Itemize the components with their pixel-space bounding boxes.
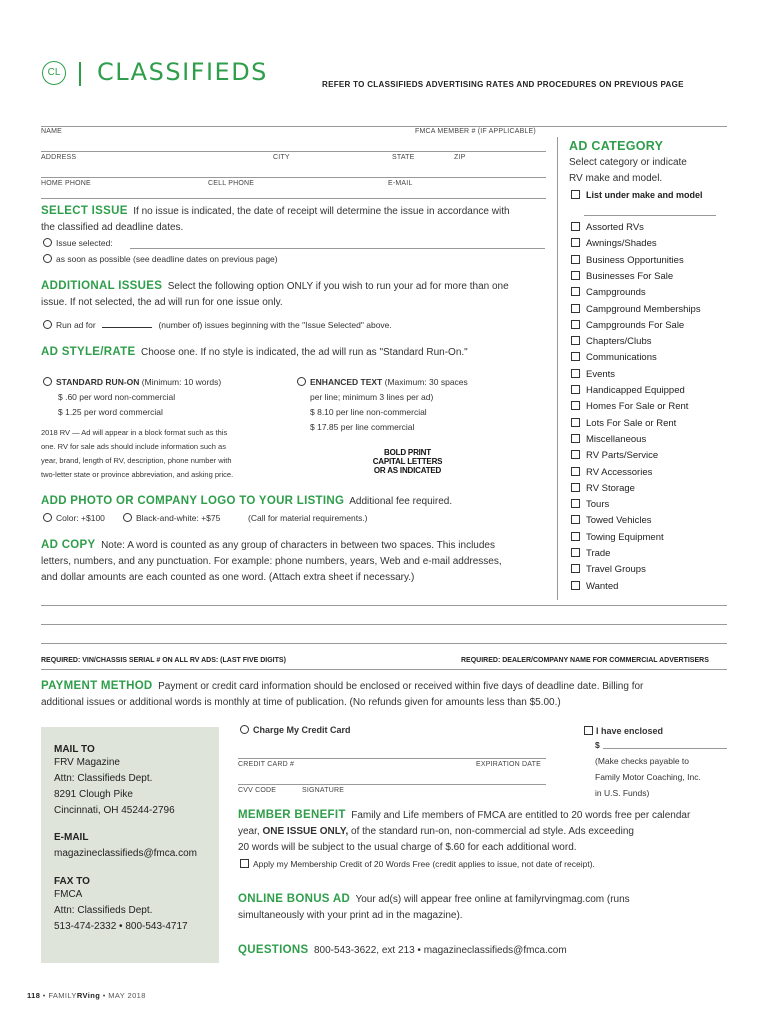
standard-runon-note: (Minimum: 10 words) xyxy=(141,377,222,387)
sample-line: year, brand, length of RV, description, phone number with xyxy=(41,456,232,465)
checks-note xyxy=(595,753,701,801)
checkbox-icon[interactable] xyxy=(571,434,580,443)
sample-line: two-letter state or province abbreviation, and asking price. xyxy=(41,470,234,479)
category-label: Trade xyxy=(586,548,611,559)
cvv-label: CVV CODE xyxy=(238,787,277,794)
photo-bw-option[interactable] xyxy=(123,513,220,523)
checkbox-icon[interactable] xyxy=(571,467,580,476)
brand-rving: RVing xyxy=(76,991,101,1000)
sample-line: BOLD PRINT xyxy=(384,448,431,457)
divider xyxy=(41,669,727,670)
additional-issues-text-2: issue. If not selected, the ad will run for one issue only. xyxy=(41,297,283,308)
checkbox-icon[interactable] xyxy=(571,352,580,361)
member-benefit-text-2a: year, xyxy=(238,826,263,837)
checkbox-icon[interactable] xyxy=(571,401,580,410)
photo-heading: ADD PHOTO OR COMPANY LOGO TO YOUR LISTING xyxy=(41,495,345,507)
category-label: RV Parts/Service xyxy=(586,450,659,462)
email-address: magazineclassifieds@fmca.com xyxy=(54,848,197,859)
checkbox-icon[interactable] xyxy=(571,450,580,459)
category-item[interactable] xyxy=(571,320,684,331)
member-benefit-text-2c: of the standard run-on, non-commercial ad style. Ads exceeding xyxy=(348,826,634,837)
ad-category-heading: AD CATEGORY xyxy=(569,139,664,153)
mail-line: 8291 Clough Pike xyxy=(54,789,133,800)
issue-date: MAY 2018 xyxy=(108,991,146,1000)
category-item[interactable] xyxy=(571,287,646,298)
enclosed-label: I have enclosed xyxy=(596,726,664,736)
checkbox-icon[interactable] xyxy=(571,385,580,394)
photo-call-note: (Call for material requirements.) xyxy=(248,513,368,523)
photo-fee: Additional fee required. xyxy=(349,496,453,507)
category-label: RV Storage xyxy=(586,482,635,494)
additional-issues-heading: ADDITIONAL ISSUES xyxy=(41,280,163,292)
category-label: Towed Vehicles xyxy=(586,515,652,527)
expiration-label: EXPIRATION DATE xyxy=(476,761,541,768)
questions-section xyxy=(238,942,567,959)
divider xyxy=(41,126,727,127)
enclosed-option[interactable] xyxy=(584,726,663,736)
signature-label: SIGNATURE xyxy=(302,787,345,794)
category-item[interactable] xyxy=(571,271,673,282)
sample-line: one. RV for sale ads should include information such as xyxy=(41,442,226,451)
name-field[interactable] xyxy=(41,151,546,152)
fax-line: 513-474-2332 • 800-543-4717 xyxy=(54,921,188,932)
ad-copy-text: Note: A word is counted as any group of characters in between two spaces. This includes xyxy=(101,540,495,551)
vin-required: REQUIRED: VIN/CHASSIS SERIAL # ON ALL RV ADS: (LAST FIVE DIGITS) xyxy=(41,657,286,664)
questions-heading: QUESTIONS xyxy=(238,944,309,956)
dollar-sign: $ xyxy=(595,740,600,750)
ad-copy-text-2: letters, numbers, and any punctuation. For example: phone numbers, years, Web and e-mail addresses, xyxy=(41,556,502,567)
category-item[interactable] xyxy=(571,222,644,233)
dealer-required: REQUIRED: DEALER/COMPANY NAME FOR COMMERCIAL ADVERTISERS xyxy=(461,657,709,664)
phone-field[interactable] xyxy=(41,198,546,199)
issue-selected-field[interactable] xyxy=(130,248,545,249)
charge-card-option[interactable] xyxy=(240,725,351,735)
apply-credit-option[interactable] xyxy=(240,859,595,869)
checkbox-icon[interactable] xyxy=(240,859,249,868)
member-label: FMCA MEMBER # (IF APPLICABLE) xyxy=(415,128,536,135)
radio-icon[interactable] xyxy=(43,254,52,263)
cell-phone-label: CELL PHONE xyxy=(208,180,255,187)
standard-runon-option[interactable] xyxy=(43,377,221,387)
category-item[interactable] xyxy=(571,369,615,380)
charge-card-label: Charge My Credit Card xyxy=(253,725,351,735)
category-label: Communications xyxy=(586,352,657,364)
member-benefit-text: Family and Life members of FMCA are entitled to 20 words free per calendar xyxy=(351,810,691,821)
make-model-field[interactable] xyxy=(584,215,716,216)
photo-color-option[interactable] xyxy=(43,513,105,523)
radio-icon[interactable] xyxy=(43,320,52,329)
ad-copy-line[interactable] xyxy=(41,624,727,625)
online-bonus-section xyxy=(238,891,738,924)
online-bonus-text-2: simultaneously with your print ad in the magazine). xyxy=(238,910,463,921)
asap-option[interactable] xyxy=(43,254,278,264)
enhanced-note-2: per line; minimum 3 lines per ad) xyxy=(310,392,434,402)
checkbox-icon[interactable] xyxy=(571,483,580,492)
ad-copy-section xyxy=(41,537,551,586)
member-benefit-heading: MEMBER BENEFIT xyxy=(238,809,346,821)
ad-style-text: Choose one. If no style is indicated, the ad will run as "Standard Run-On." xyxy=(140,347,468,358)
state-label: STATE xyxy=(392,154,415,161)
issue-count-field[interactable] xyxy=(102,327,152,328)
member-benefit-text-3: 20 words will be subject to the usual charge of $.60 for each additional word. xyxy=(238,842,577,853)
category-item[interactable] xyxy=(571,336,651,347)
select-issue-text-2: the classified ad deadline dates. xyxy=(41,222,184,233)
category-item[interactable] xyxy=(571,548,610,559)
run-ad-option[interactable] xyxy=(43,320,392,330)
category-label: Campgrounds xyxy=(586,287,646,299)
checkbox-icon[interactable] xyxy=(571,238,580,247)
checkbox-icon[interactable] xyxy=(571,548,580,557)
standard-sample xyxy=(41,426,271,482)
run-ad-suffix: (number of) issues beginning with the "Issue Selected" above. xyxy=(158,320,392,330)
city-label: CITY xyxy=(273,154,290,161)
category-label: Chapters/Clubs xyxy=(586,336,652,348)
payment-section xyxy=(41,678,741,711)
page-footer: 118 • FAMILYRVing • MAY 2018 xyxy=(27,991,146,1000)
enhanced-text-option[interactable] xyxy=(297,377,468,387)
mail-line: FRV Magazine xyxy=(54,757,120,768)
category-label: Awnings/Shades xyxy=(586,238,657,250)
category-label: Campground Memberships xyxy=(586,303,701,315)
member-benefit-section xyxy=(238,807,738,856)
category-divider xyxy=(557,137,558,600)
credit-card-field[interactable] xyxy=(238,758,546,759)
category-item[interactable] xyxy=(571,418,676,429)
category-make-model[interactable] xyxy=(571,190,703,200)
checkbox-icon[interactable] xyxy=(571,369,580,378)
photo-section xyxy=(41,493,452,510)
address-label: ADDRESS xyxy=(41,154,77,161)
sample-line: CAPITAL LETTERS xyxy=(372,457,443,466)
ad-copy-line[interactable] xyxy=(41,643,727,644)
category-item[interactable] xyxy=(571,532,664,543)
ad-copy-text-3: and dollar amounts are each counted as one word. (Attach extra sheet if necessary.) xyxy=(41,572,415,583)
category-label: Towing Equipment xyxy=(586,531,664,543)
standard-rate-2: $ 1.25 per word commercial xyxy=(58,407,163,417)
checkbox-icon[interactable] xyxy=(571,515,580,524)
logo-badge: CL xyxy=(42,61,66,85)
checkbox-icon[interactable] xyxy=(571,564,580,573)
select-issue-text: If no issue is indicated, the date of receipt will determine the issue in accordance with xyxy=(133,206,510,217)
checks-note-2: Family Motor Coaching, Inc. xyxy=(595,772,701,782)
enhanced-rate-2: $ 17.85 per line commercial xyxy=(310,422,415,432)
enhanced-sample xyxy=(340,448,475,475)
sample-line: OR AS INDICATED xyxy=(373,466,442,475)
ad-style-heading: AD STYLE/RATE xyxy=(41,346,136,358)
category-item[interactable] xyxy=(571,581,618,592)
additional-issues-text: Select the following option ONLY if you wish to run your ad for more than one xyxy=(167,281,509,292)
category-label: Lots For Sale or Rent xyxy=(586,417,677,429)
mail-line: Cincinnati, OH 45244-2796 xyxy=(54,805,175,816)
category-item[interactable] xyxy=(571,515,651,526)
checkbox-icon[interactable] xyxy=(571,336,580,345)
category-label: Assorted RVs xyxy=(586,222,644,233)
checkbox-icon[interactable] xyxy=(571,271,580,280)
cvv-signature-field[interactable] xyxy=(238,784,546,785)
email-heading: E-MAIL xyxy=(54,832,89,843)
checkbox-icon[interactable] xyxy=(571,418,580,427)
checkbox-icon[interactable] xyxy=(571,287,580,296)
sample-line: 2018 RV — Ad will appear in a block format such as this xyxy=(41,428,228,437)
ad-category-text-1: Select category or indicate xyxy=(569,157,687,168)
checks-note-3: in U.S. Funds) xyxy=(595,788,650,798)
enhanced-text-label: ENHANCED TEXT xyxy=(310,377,383,387)
category-label: RV Accessories xyxy=(586,466,653,478)
asap-label: as soon as possible (see deadline dates on previous page) xyxy=(56,254,278,264)
checkbox-icon[interactable] xyxy=(571,255,580,264)
ad-style-section xyxy=(41,344,468,361)
radio-icon[interactable] xyxy=(43,377,52,386)
category-label: Miscellaneous xyxy=(586,433,647,445)
category-item[interactable] xyxy=(571,467,652,478)
mail-heading: MAIL TO xyxy=(54,744,95,755)
category-item[interactable] xyxy=(571,450,658,461)
additional-issues-section xyxy=(41,278,546,311)
checks-note-1: (Make checks payable to xyxy=(595,756,690,766)
checkbox-icon[interactable] xyxy=(571,190,580,199)
page-title: CLASSIFIEDS xyxy=(97,58,268,86)
category-label: Travel Groups xyxy=(586,564,646,576)
title-divider xyxy=(79,62,81,86)
enhanced-rate-1: $ 8.10 per line non-commercial xyxy=(310,407,427,417)
credit-card-label: CREDIT CARD # xyxy=(238,761,295,768)
category-label: Campgrounds For Sale xyxy=(586,319,685,331)
category-label: Businesses For Sale xyxy=(586,270,674,282)
photo-bw-label: Black-and-white: +$75 xyxy=(136,513,221,523)
run-ad-label: Run ad for xyxy=(56,320,96,330)
checkbox-icon[interactable] xyxy=(584,726,593,735)
category-label: Homes For Sale or Rent xyxy=(586,401,689,413)
zip-label: ZIP xyxy=(454,154,466,161)
radio-icon[interactable] xyxy=(123,513,132,522)
category-label: Tours xyxy=(586,499,610,511)
category-item[interactable] xyxy=(571,564,646,575)
page-number: 118 xyxy=(27,991,41,1000)
fax-heading: FAX TO xyxy=(54,876,90,887)
apply-credit-label: Apply my Membership Credit of 20 Words Free (credit applies to issue, not date of receipt). xyxy=(253,859,595,869)
payment-heading: PAYMENT METHOD xyxy=(41,680,153,692)
online-bonus-text: Your ad(s) will appear free online at familyrvingmag.com (runs xyxy=(355,894,630,905)
category-label: Wanted xyxy=(586,580,619,592)
home-phone-label: HOME PHONE xyxy=(41,180,91,187)
category-item[interactable] xyxy=(571,238,657,249)
radio-icon[interactable] xyxy=(43,238,52,247)
select-issue-section xyxy=(41,203,541,236)
enhanced-note: (Maximum: 30 spaces xyxy=(384,377,468,387)
brand-family: FAMILY xyxy=(48,991,77,1000)
amount-field[interactable] xyxy=(603,748,727,749)
standard-runon-label: STANDARD RUN-ON xyxy=(56,377,140,387)
category-item[interactable] xyxy=(571,434,646,445)
radio-icon[interactable] xyxy=(297,377,306,386)
category-item[interactable] xyxy=(571,255,684,266)
ad-category-text-2: RV make and model. xyxy=(569,173,663,184)
category-label: Business Opportunities xyxy=(586,254,684,266)
category-item[interactable] xyxy=(571,304,701,315)
radio-icon[interactable] xyxy=(43,513,52,522)
ad-copy-line[interactable] xyxy=(41,605,727,606)
category-item[interactable] xyxy=(571,352,657,363)
member-benefit-text-2b: ONE ISSUE ONLY, xyxy=(262,826,349,837)
checkbox-icon[interactable] xyxy=(571,581,580,590)
category-label: Events xyxy=(586,368,616,380)
fax-line: FMCA xyxy=(54,889,83,900)
radio-icon[interactable] xyxy=(240,725,249,734)
address-field[interactable] xyxy=(41,177,546,178)
checkbox-icon[interactable] xyxy=(571,499,580,508)
mail-line: Attn: Classifieds Dept. xyxy=(54,773,153,784)
category-item[interactable] xyxy=(571,401,688,412)
category-item[interactable] xyxy=(571,385,685,396)
questions-text: 800-543-3622, ext 213 • magazineclassifieds@fmca.com xyxy=(314,945,567,956)
checkbox-icon[interactable] xyxy=(571,320,580,329)
mail-info-box xyxy=(41,727,219,963)
email-label: E-MAIL xyxy=(388,180,413,187)
refer-note: REFER TO CLASSIFIEDS ADVERTISING RATES AND PROCEDURES ON PREVIOUS PAGE xyxy=(322,80,684,89)
checkbox-icon[interactable] xyxy=(571,222,580,231)
category-item[interactable] xyxy=(571,483,635,494)
ad-category-text xyxy=(569,155,687,187)
online-bonus-heading: ONLINE BONUS AD xyxy=(238,893,351,905)
issue-selected-option[interactable] xyxy=(43,238,113,248)
issue-selected-label: Issue selected: xyxy=(56,238,113,248)
name-label: NAME xyxy=(41,128,63,135)
standard-rate-1: $ .60 per word non-commercial xyxy=(58,392,176,402)
ad-copy-heading: AD COPY xyxy=(41,539,96,551)
checkbox-icon[interactable] xyxy=(571,304,580,313)
fax-line: Attn: Classifieds Dept. xyxy=(54,905,153,916)
checkbox-icon[interactable] xyxy=(571,532,580,541)
category-label: List under make and model xyxy=(586,190,703,200)
category-label: Handicapped Equipped xyxy=(586,385,685,396)
select-issue-heading: SELECT ISSUE xyxy=(41,205,128,217)
payment-text-2: additional issues or additional words is monthly at time of publication. (No refunds given for amounts less than $5.00.) xyxy=(41,697,561,708)
category-item[interactable] xyxy=(571,499,609,510)
payment-text: Payment or credit card information should be enclosed or received within five days of deadline date. Billing for xyxy=(158,681,644,692)
photo-color-label: Color: +$100 xyxy=(56,513,105,523)
